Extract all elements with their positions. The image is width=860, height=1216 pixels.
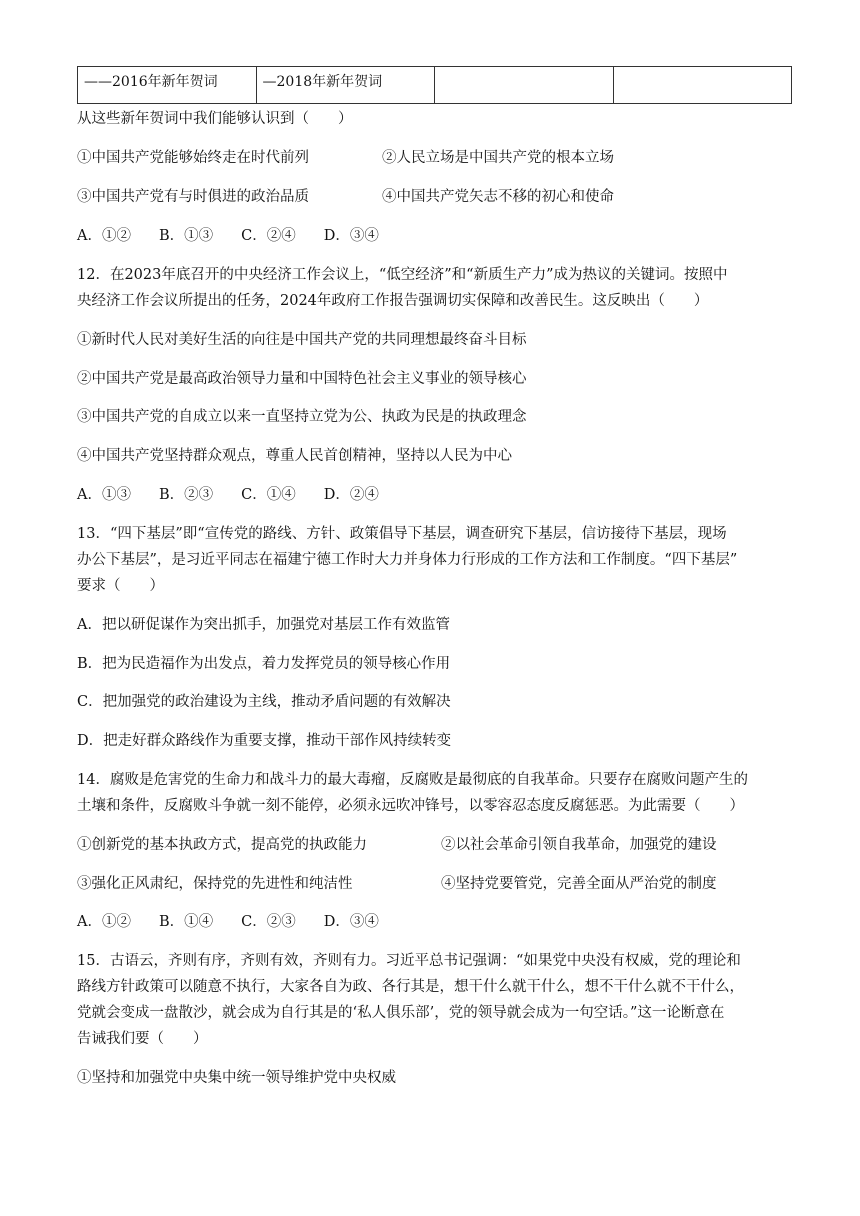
q15-stem-line-4: 告诫我们要（ ） bbox=[77, 1031, 208, 1047]
q13-choice-b: B．把为民造福作为出发点，着力发挥党员的领导核心作用 bbox=[77, 656, 451, 672]
q14-options bbox=[77, 912, 407, 932]
option-c: C．②③ bbox=[241, 914, 296, 930]
q14-item-4: ④坚持党要管党，完善全面从严治党的制度 bbox=[441, 876, 717, 892]
q15-item-1: ①坚持和加强党中央集中统一领导维护党中央权威 bbox=[77, 1070, 396, 1086]
q12-options bbox=[77, 485, 407, 505]
q13-choice-c: C．把加强党的政治建设为主线，推动矛盾问题的有效解决 bbox=[77, 694, 451, 710]
q14-item-2: ②以社会革命引领自我革命，加强党的建设 bbox=[441, 837, 717, 853]
option-d: D．②④ bbox=[323, 487, 379, 503]
q13-stem-line-3: 要求（ ） bbox=[77, 578, 164, 594]
q14-item-3: ③强化正风肃纪，保持党的先进性和纯洁性 bbox=[77, 876, 353, 892]
q12-item-3: ③中国共产党的自成立以来一直坚持立党为公、执政为民是的执政理念 bbox=[77, 409, 527, 425]
option-a: A．①② bbox=[77, 914, 131, 930]
table-cell bbox=[435, 67, 614, 104]
q14-stem-line-2: 土壤和条件，反腐败斗争就一刻不能停，必须永远吹冲锋号，以零容忍态度反腐惩恶。为此需要（ ） bbox=[77, 798, 744, 814]
q15-stem-line-2: 路线方针政策可以随意不执行，大家各自为政、各行其是，想干什么就干什么，想不干什么就不干什么， bbox=[77, 979, 744, 995]
q14-item-1: ①创新党的基本执政方式，提高党的执政能力 bbox=[77, 837, 367, 853]
q11-options bbox=[77, 226, 407, 246]
q11-item-2: ②人民立场是中国共产党的根本立场 bbox=[382, 150, 614, 166]
option-c: C．②④ bbox=[241, 228, 296, 244]
q13-choice-d: D．把走好群众路线作为重要支撑，推动干部作风持续转变 bbox=[77, 733, 452, 749]
q13-stem-line-1: 13．“四下基层”即“宣传党的路线、方针、政策倡导下基层，调查研究下基层，信访接待下基层，现场 bbox=[77, 526, 727, 542]
q11-stem: 从这些新年贺词中我们能够认识到（ ） bbox=[77, 111, 353, 127]
q12-stem-line-2: 央经济工作会议所提出的任务，2024年政府工作报告强调切实保障和改善民生。这反映出（ ） bbox=[77, 293, 709, 309]
option-d: D．③④ bbox=[323, 914, 379, 930]
q11-item-4: ④中国共产党矢志不移的初心和使命 bbox=[382, 189, 614, 205]
table-cell bbox=[613, 67, 792, 104]
q12-item-1: ①新时代人民对美好生活的向往是中国共产党的共同理想最终奋斗目标 bbox=[77, 332, 527, 348]
q15-stem-line-1: 15．古语云，齐则有序，齐则有效，齐则有力。习近平总书记强调：“如果党中央没有权威，党的理论和 bbox=[77, 953, 741, 969]
option-d: D．③④ bbox=[323, 228, 379, 244]
q11-item-1: ①中国共产党能够始终走在时代前列 bbox=[77, 150, 309, 166]
table-row bbox=[78, 67, 792, 104]
option-b: B．①③ bbox=[158, 228, 214, 244]
q15-stem-line-3: 党就会变成一盘散沙，就会成为自行其是的‘私人俱乐部’，党的领导就会成为一句空话。”这一论断意在 bbox=[77, 1005, 725, 1021]
option-a: A．①② bbox=[77, 228, 131, 244]
option-c: C．①④ bbox=[241, 487, 296, 503]
q13-choice-a: A．把以研促谋作为突出抓手，加强党对基层工作有效监管 bbox=[77, 617, 450, 633]
q12-stem-line-1: 12．在2023年底召开的中央经济工作会议上，“低空经济”和“新质生产力”成为热议的关键词。按照中 bbox=[77, 267, 728, 283]
q13-stem-line-2: 办公下基层”，是习近平同志在福建宁德工作时大力并身体力行形成的工作方法和工作制度。“四下基层” bbox=[77, 552, 738, 568]
option-b: B．①④ bbox=[158, 914, 214, 930]
q12-item-2: ②中国共产党是最高政治领导力量和中国特色社会主义事业的领导核心 bbox=[77, 371, 527, 387]
q14-stem-line-1: 14．腐败是危害党的生命力和战斗力的最大毒瘤，反腐败是最彻底的自我革命。只要存在腐败问题产生的 bbox=[77, 772, 748, 788]
option-b: B．②③ bbox=[158, 487, 214, 503]
quotes-table bbox=[77, 66, 792, 104]
q12-item-4: ④中国共产党坚持群众观点，尊重人民首创精神，坚持以人民为中心 bbox=[77, 448, 512, 464]
table-cell: —2018年新年贺词 bbox=[256, 67, 435, 104]
q11-item-3: ③中国共产党有与时俱进的政治品质 bbox=[77, 189, 309, 205]
table-cell: ——2016年新年贺词 bbox=[78, 67, 257, 104]
option-a: A．①③ bbox=[77, 487, 131, 503]
